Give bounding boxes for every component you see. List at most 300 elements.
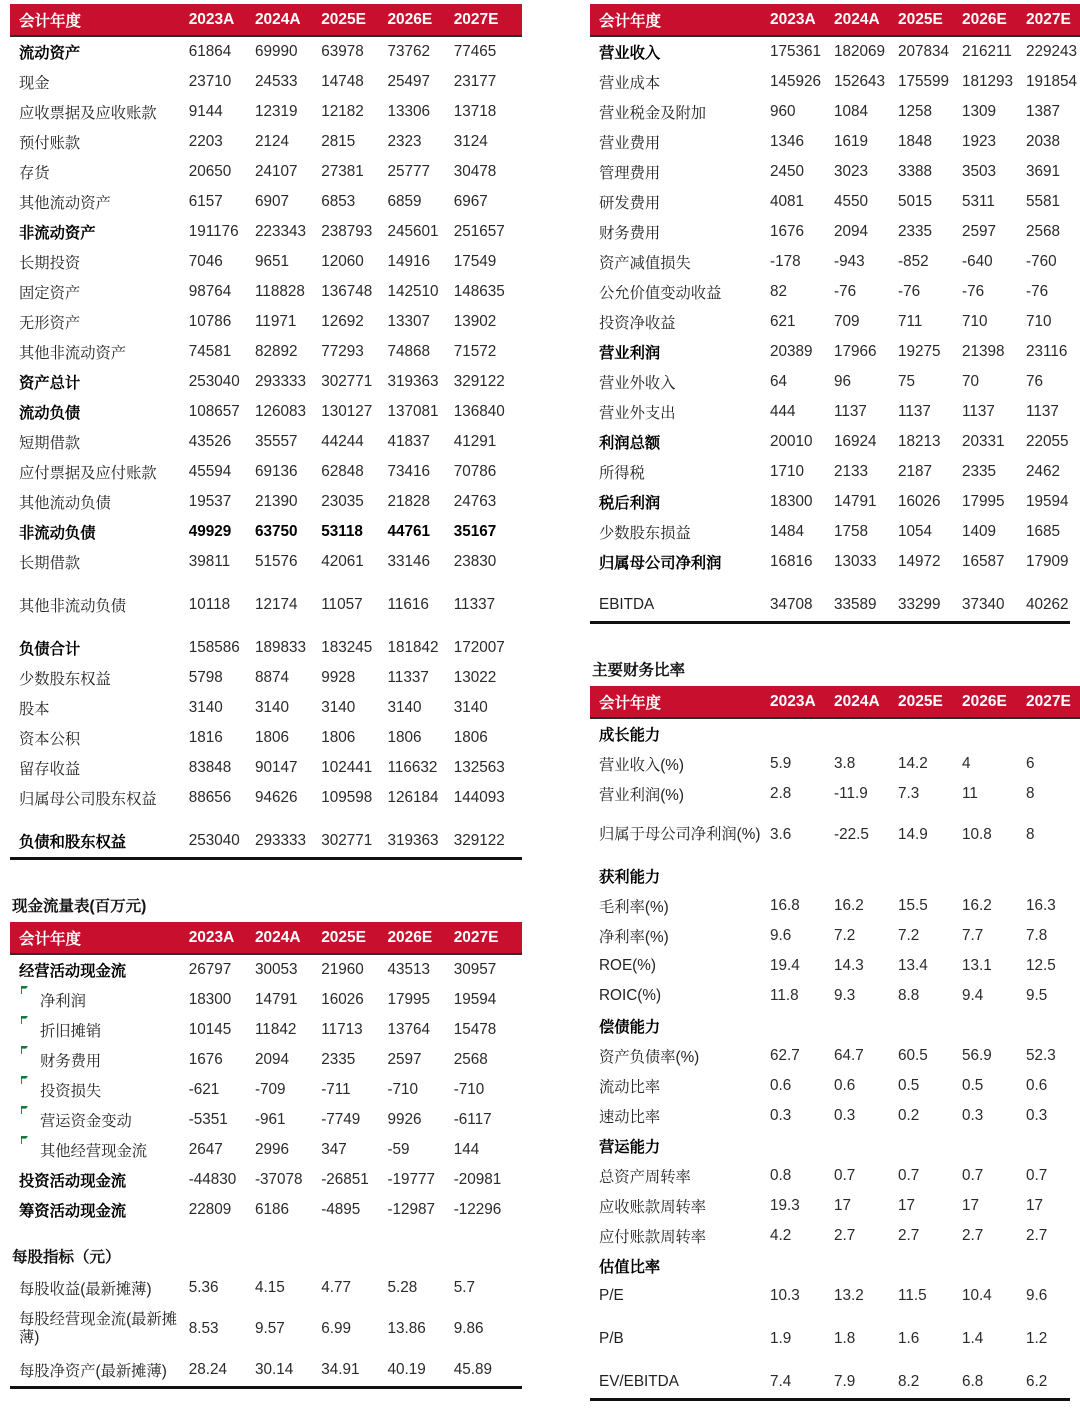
row-value: 2038 bbox=[1026, 133, 1061, 150]
row-spacer bbox=[10, 577, 522, 590]
row-value: 9.6 bbox=[770, 927, 792, 944]
row-value: 19594 bbox=[453, 991, 497, 1008]
row-label: 其他经营现金流 bbox=[10, 1135, 189, 1165]
row-value: 14.9 bbox=[898, 826, 928, 843]
row-value: -12987 bbox=[387, 1201, 436, 1218]
row-value: 223343 bbox=[254, 223, 306, 240]
row-value: 11616 bbox=[387, 596, 429, 613]
table-row bbox=[590, 157, 1080, 187]
row-label: 归属于母公司净利润(%) bbox=[599, 825, 761, 843]
row-value: 2568 bbox=[453, 1051, 488, 1068]
row-value: 0.6 bbox=[1026, 1077, 1048, 1094]
row-value: 145926 bbox=[770, 73, 822, 90]
row-value: 302771 bbox=[321, 832, 373, 849]
row-value: 1137 bbox=[1026, 403, 1059, 420]
row-value: 77293 bbox=[321, 343, 364, 360]
row-value: 13307 bbox=[387, 313, 430, 330]
row-value: 13.2 bbox=[834, 1287, 864, 1304]
income-statement-block bbox=[590, 4, 1078, 624]
row-label: ROIC(%) bbox=[599, 987, 662, 1004]
row-value: 6186 bbox=[254, 1201, 289, 1218]
row-value: 1923 bbox=[962, 133, 997, 150]
row-label: 应收账款周转率 bbox=[599, 1199, 707, 1216]
section-heading-row bbox=[590, 718, 1080, 749]
section-heading-row bbox=[590, 861, 1080, 891]
row-value: 1.4 bbox=[962, 1330, 984, 1347]
row-value: 132563 bbox=[453, 759, 505, 776]
row-value: 3388 bbox=[898, 163, 933, 180]
row-value: 44761 bbox=[387, 523, 430, 540]
row-value: 6 bbox=[1026, 755, 1035, 772]
row-value: 126184 bbox=[387, 789, 439, 806]
row-value: 183245 bbox=[321, 639, 373, 656]
table-row bbox=[590, 1281, 1080, 1311]
row-value: 11 bbox=[962, 785, 978, 802]
row-label: 营业利润 bbox=[599, 345, 661, 362]
row-label: 投资损失 bbox=[10, 1075, 189, 1105]
table-row bbox=[590, 547, 1080, 577]
row-value: 9.57 bbox=[254, 1320, 285, 1337]
table-row bbox=[10, 693, 522, 723]
row-value: 0.7 bbox=[898, 1167, 920, 1184]
row-value: 152643 bbox=[834, 73, 886, 90]
row-value: 12060 bbox=[321, 253, 364, 270]
row-value: 15478 bbox=[453, 1021, 497, 1038]
row-value: 76 bbox=[1026, 373, 1044, 390]
row-value: 14748 bbox=[321, 73, 364, 90]
table-row bbox=[590, 1041, 1080, 1071]
comment-flag-icon bbox=[21, 1016, 28, 1024]
row-value: -178 bbox=[770, 253, 801, 270]
row-label: 股本 bbox=[19, 701, 50, 718]
row-value: 82 bbox=[770, 283, 788, 300]
row-label: 归属母公司股东权益 bbox=[19, 791, 157, 808]
row-value: -12296 bbox=[453, 1201, 502, 1218]
table-row bbox=[10, 217, 522, 247]
row-value: 2203 bbox=[188, 133, 223, 150]
row-value: 13.86 bbox=[387, 1320, 426, 1337]
row-value: 136840 bbox=[453, 403, 505, 420]
row-value: 16026 bbox=[321, 991, 364, 1008]
row-value: 1137 bbox=[962, 403, 995, 420]
per-share-table bbox=[10, 1273, 522, 1385]
row-label: 营业利润(%) bbox=[599, 787, 684, 804]
row-value: 1619 bbox=[834, 133, 869, 150]
row-label: 少数股东权益 bbox=[19, 671, 111, 688]
row-spacer-cell bbox=[10, 813, 522, 826]
column-header-2025e: 2025E bbox=[898, 10, 943, 28]
row-value: -943 bbox=[834, 253, 865, 270]
row-value: -76 bbox=[834, 283, 857, 300]
row-value: 11337 bbox=[387, 669, 429, 686]
row-spacer bbox=[10, 620, 522, 633]
row-value: 5798 bbox=[188, 669, 223, 686]
row-value: 0.7 bbox=[1026, 1167, 1048, 1184]
row-value: 30053 bbox=[254, 961, 298, 978]
row-label: 负债合计 bbox=[19, 641, 81, 658]
row-value: 444 bbox=[770, 403, 796, 420]
row-value: 16.2 bbox=[962, 897, 992, 914]
row-value: 14916 bbox=[387, 253, 430, 270]
row-label: 营运资金变动 bbox=[10, 1105, 189, 1135]
row-label: 总资产周转率 bbox=[599, 1169, 691, 1186]
row-value: 17995 bbox=[387, 991, 430, 1008]
row-value: 17995 bbox=[962, 493, 1005, 510]
row-spacer bbox=[590, 1354, 1080, 1367]
row-label: 财务费用 bbox=[10, 1045, 189, 1075]
row-value: 17909 bbox=[1026, 553, 1069, 570]
row-value: 7.3 bbox=[898, 785, 920, 802]
row-value: 621 bbox=[770, 313, 796, 330]
table-row bbox=[10, 487, 522, 517]
per-share-bottom-rule bbox=[10, 1386, 522, 1389]
row-value: 51576 bbox=[254, 553, 298, 570]
table-row bbox=[10, 1165, 522, 1195]
row-value: 4.15 bbox=[254, 1279, 285, 1296]
row-value: 102441 bbox=[321, 759, 373, 776]
table-row bbox=[590, 187, 1080, 217]
row-value: 77465 bbox=[453, 43, 497, 60]
row-value: -22.5 bbox=[834, 826, 869, 843]
row-value: 9.6 bbox=[1026, 1287, 1048, 1304]
row-value: 43526 bbox=[188, 433, 232, 450]
table-row bbox=[10, 36, 522, 67]
row-value: 10145 bbox=[188, 1021, 232, 1038]
row-value: 6.8 bbox=[962, 1373, 984, 1390]
row-value: 14972 bbox=[898, 553, 941, 570]
row-label: 所得税 bbox=[599, 465, 645, 482]
row-value: 2647 bbox=[188, 1141, 223, 1158]
row-label: 营业收入 bbox=[599, 45, 661, 62]
row-value: 710 bbox=[962, 313, 988, 330]
row-label: 净利润 bbox=[10, 985, 189, 1015]
table-row bbox=[590, 427, 1080, 457]
row-value: 24107 bbox=[254, 163, 298, 180]
row-value: 2.7 bbox=[1026, 1227, 1048, 1244]
row-value: 2335 bbox=[898, 223, 933, 240]
row-value: 21390 bbox=[254, 493, 298, 510]
ratios-header-row bbox=[590, 686, 1080, 718]
spacer-after-balance-sheet bbox=[10, 860, 522, 894]
income-statement-header-row bbox=[590, 4, 1080, 36]
row-value: 293333 bbox=[254, 373, 306, 390]
row-value: 17 bbox=[1026, 1197, 1044, 1214]
column-header-2024a: 2024A bbox=[254, 10, 301, 28]
row-value: 20389 bbox=[770, 343, 813, 360]
row-value: 3.8 bbox=[834, 755, 856, 772]
row-value: 191176 bbox=[188, 223, 239, 240]
row-label: EV/EBITDA bbox=[599, 1373, 679, 1390]
row-value: 22809 bbox=[188, 1201, 232, 1218]
row-value: 53118 bbox=[321, 523, 363, 540]
row-value: 0.6 bbox=[770, 1077, 792, 1094]
row-label: 流动资产 bbox=[19, 45, 81, 62]
row-value: -20981 bbox=[453, 1171, 502, 1188]
row-label: 速动比率 bbox=[599, 1109, 661, 1126]
row-value: 172007 bbox=[453, 639, 505, 656]
table-row bbox=[590, 1071, 1080, 1101]
row-value: 182069 bbox=[834, 43, 886, 60]
section-heading-label: 营运能力 bbox=[599, 1139, 661, 1156]
row-value: 6.2 bbox=[1026, 1373, 1048, 1390]
row-value: 3140 bbox=[453, 699, 488, 716]
row-value: 0.5 bbox=[898, 1077, 920, 1094]
row-value: 2815 bbox=[321, 133, 356, 150]
row-value: 70 bbox=[962, 373, 980, 390]
row-value: 19594 bbox=[1026, 493, 1069, 510]
row-value: 30478 bbox=[453, 163, 497, 180]
table-row bbox=[10, 307, 522, 337]
row-spacer-cell bbox=[590, 577, 1080, 590]
row-value: 1806 bbox=[453, 729, 488, 746]
row-label: 现金 bbox=[19, 75, 50, 92]
table-row bbox=[10, 663, 522, 693]
row-value: 116632 bbox=[387, 759, 438, 776]
section-heading-row bbox=[590, 1251, 1080, 1281]
row-value: 1409 bbox=[962, 523, 997, 540]
row-label: 公允价值变动收益 bbox=[599, 285, 722, 302]
row-value: 9.3 bbox=[834, 987, 856, 1004]
row-value: 6859 bbox=[387, 193, 422, 210]
column-header-2024a: 2024A bbox=[834, 692, 880, 710]
row-value: 43513 bbox=[387, 961, 430, 978]
table-row bbox=[10, 517, 522, 547]
row-value: 4550 bbox=[834, 193, 869, 210]
row-value: 7.4 bbox=[770, 1373, 792, 1390]
row-value: -76 bbox=[1026, 283, 1049, 300]
column-header-2026e: 2026E bbox=[962, 10, 1007, 28]
row-value: 142510 bbox=[387, 283, 439, 300]
row-value: 33299 bbox=[898, 596, 941, 613]
row-value: 2094 bbox=[254, 1051, 289, 1068]
row-value: 319363 bbox=[387, 373, 439, 390]
row-value: 21828 bbox=[387, 493, 430, 510]
row-value: 14791 bbox=[834, 493, 877, 510]
row-value: 10118 bbox=[188, 596, 231, 613]
row-value: 1685 bbox=[1026, 523, 1061, 540]
row-value: 73762 bbox=[387, 43, 430, 60]
table-row bbox=[590, 1161, 1080, 1191]
row-label: 长期投资 bbox=[19, 255, 81, 272]
row-value: 329122 bbox=[453, 832, 505, 849]
cash-flow-title: 现金流量表(百万元) bbox=[12, 898, 147, 915]
row-spacer bbox=[590, 1311, 1080, 1324]
row-value: 75 bbox=[898, 373, 916, 390]
row-value: 9144 bbox=[188, 103, 223, 120]
row-label: 留存收益 bbox=[19, 761, 81, 778]
row-value: 17549 bbox=[453, 253, 497, 270]
row-value: 16026 bbox=[898, 493, 941, 510]
row-label: 营业收入(%) bbox=[599, 757, 684, 774]
row-value: 11.5 bbox=[898, 1287, 927, 1304]
row-label: 研发费用 bbox=[599, 195, 661, 212]
row-label: 非流动资产 bbox=[19, 225, 96, 242]
comment-flag-icon bbox=[21, 1046, 28, 1054]
row-value: 108657 bbox=[188, 403, 240, 420]
row-value: 4081 bbox=[770, 193, 805, 210]
row-value: 25777 bbox=[387, 163, 430, 180]
row-value: 17 bbox=[962, 1197, 980, 1214]
row-value: -37078 bbox=[254, 1171, 303, 1188]
row-value: 2335 bbox=[962, 463, 997, 480]
row-value: -76 bbox=[962, 283, 985, 300]
row-value: 191854 bbox=[1026, 73, 1078, 90]
row-value: 1309 bbox=[962, 103, 997, 120]
row-label: 管理费用 bbox=[599, 165, 661, 182]
row-value: 17966 bbox=[834, 343, 877, 360]
row-value: 0.8 bbox=[770, 1167, 792, 1184]
row-value: 19.3 bbox=[770, 1197, 800, 1214]
row-value: 1806 bbox=[254, 729, 289, 746]
row-value: 0.3 bbox=[770, 1107, 792, 1124]
income-statement-body bbox=[590, 36, 1080, 620]
spacer-after-cash-flow bbox=[10, 1225, 522, 1245]
column-header-year-label: 会计年度 bbox=[19, 930, 82, 948]
row-label: 应收票据及应收账款 bbox=[19, 105, 157, 122]
row-spacer-cell bbox=[590, 1354, 1080, 1367]
table-row bbox=[590, 1324, 1080, 1354]
row-value: 3140 bbox=[254, 699, 289, 716]
table-row bbox=[10, 277, 522, 307]
row-value: -76 bbox=[898, 283, 921, 300]
row-value: 37340 bbox=[962, 596, 1005, 613]
section-heading-row bbox=[590, 1011, 1080, 1041]
row-value: 30.14 bbox=[254, 1361, 294, 1378]
table-row bbox=[590, 921, 1080, 951]
row-value: 41291 bbox=[453, 433, 497, 450]
row-label: 毛利率(%) bbox=[599, 899, 669, 916]
table-row bbox=[10, 367, 522, 397]
per-share-block bbox=[10, 1245, 522, 1389]
row-value: 13764 bbox=[387, 1021, 430, 1038]
row-value: 11057 bbox=[321, 596, 363, 613]
row-value: 73416 bbox=[387, 463, 430, 480]
row-value: 63750 bbox=[254, 523, 298, 540]
row-value: 4.2 bbox=[770, 1227, 792, 1244]
per-share-body bbox=[10, 1273, 522, 1385]
row-value: 1710 bbox=[770, 463, 805, 480]
table-row bbox=[10, 547, 522, 577]
row-value: 10786 bbox=[188, 313, 232, 330]
row-value: 64.7 bbox=[834, 1047, 864, 1064]
row-value: 14.3 bbox=[834, 957, 864, 974]
row-label: 其他流动资产 bbox=[19, 195, 111, 212]
row-value: 2094 bbox=[834, 223, 869, 240]
row-value: 1084 bbox=[834, 103, 869, 120]
table-row bbox=[10, 1105, 522, 1135]
row-value: 61864 bbox=[188, 43, 232, 60]
row-value: 21960 bbox=[321, 961, 364, 978]
row-value: 0.7 bbox=[962, 1167, 984, 1184]
row-value: 229243 bbox=[1026, 43, 1078, 60]
row-value: 13306 bbox=[387, 103, 430, 120]
row-value: 2597 bbox=[387, 1051, 422, 1068]
row-label: 投资活动现金流 bbox=[19, 1173, 127, 1190]
row-value: 2.7 bbox=[962, 1227, 984, 1244]
row-value: -711 bbox=[321, 1081, 351, 1098]
row-value: 7.2 bbox=[834, 927, 856, 944]
row-value: 1484 bbox=[770, 523, 805, 540]
row-value: -59 bbox=[387, 1141, 410, 1158]
row-value: 10.3 bbox=[770, 1287, 800, 1304]
table-row bbox=[10, 457, 522, 487]
row-label: 营业税金及附加 bbox=[599, 105, 707, 122]
row-spacer-cell bbox=[10, 577, 522, 590]
row-value: -961 bbox=[254, 1111, 286, 1128]
row-label: EBITDA bbox=[599, 596, 655, 613]
table-row bbox=[590, 36, 1080, 67]
table-row bbox=[10, 1273, 522, 1303]
row-value: -710 bbox=[453, 1081, 485, 1098]
row-label: P/B bbox=[599, 1330, 624, 1347]
row-value: 319363 bbox=[387, 832, 439, 849]
row-label: P/E bbox=[599, 1287, 624, 1304]
row-value: 16816 bbox=[770, 553, 813, 570]
comment-flag-icon bbox=[21, 1076, 28, 1084]
row-value: 96 bbox=[834, 373, 852, 390]
row-spacer-cell bbox=[10, 620, 522, 633]
row-label: 流动负债 bbox=[19, 405, 81, 422]
table-row bbox=[590, 67, 1080, 97]
column-header-2026e: 2026E bbox=[962, 692, 1007, 710]
row-spacer bbox=[10, 813, 522, 826]
row-value: 9928 bbox=[321, 669, 356, 686]
row-value: 0.3 bbox=[962, 1107, 984, 1124]
table-row bbox=[590, 367, 1080, 397]
column-header-2025e: 2025E bbox=[898, 692, 943, 710]
row-value: 3140 bbox=[387, 699, 422, 716]
table-row bbox=[10, 1045, 522, 1075]
row-value: 175361 bbox=[770, 43, 822, 60]
row-value: 960 bbox=[770, 103, 796, 120]
row-value: 62848 bbox=[321, 463, 364, 480]
row-value: 30957 bbox=[453, 961, 497, 978]
row-label: 长期借款 bbox=[19, 555, 81, 572]
row-value: 329122 bbox=[453, 373, 505, 390]
row-value: 6853 bbox=[321, 193, 356, 210]
row-value: 13902 bbox=[453, 313, 497, 330]
row-value: 35167 bbox=[453, 523, 497, 540]
row-value: 5.28 bbox=[387, 1279, 418, 1296]
row-value: 71572 bbox=[453, 343, 497, 360]
ratios-table bbox=[590, 686, 1080, 1397]
row-value: 5311 bbox=[962, 193, 995, 210]
column-header-2027e: 2027E bbox=[453, 10, 499, 28]
row-value: 82892 bbox=[254, 343, 298, 360]
row-value: 3124 bbox=[453, 133, 488, 150]
row-value: 0.6 bbox=[834, 1077, 856, 1094]
row-label: 流动比率 bbox=[599, 1079, 661, 1096]
row-value: 13022 bbox=[453, 669, 497, 686]
row-value: 35557 bbox=[254, 433, 298, 450]
row-value: -760 bbox=[1026, 253, 1057, 270]
balance-sheet-table bbox=[10, 4, 522, 856]
row-label: 存货 bbox=[19, 165, 50, 182]
row-value: 8.2 bbox=[898, 1373, 920, 1390]
balance-sheet-body bbox=[10, 36, 522, 856]
spacer-after-income-statement bbox=[590, 624, 1070, 658]
row-value: 12319 bbox=[254, 103, 298, 120]
table-row bbox=[590, 487, 1080, 517]
table-row bbox=[10, 127, 522, 157]
row-value: 74581 bbox=[188, 343, 232, 360]
row-value: 9651 bbox=[254, 253, 289, 270]
cash-flow-block bbox=[10, 894, 522, 1225]
row-value: 60.5 bbox=[898, 1047, 928, 1064]
table-row bbox=[10, 427, 522, 457]
row-value: 1137 bbox=[898, 403, 931, 420]
row-spacer bbox=[590, 577, 1080, 590]
